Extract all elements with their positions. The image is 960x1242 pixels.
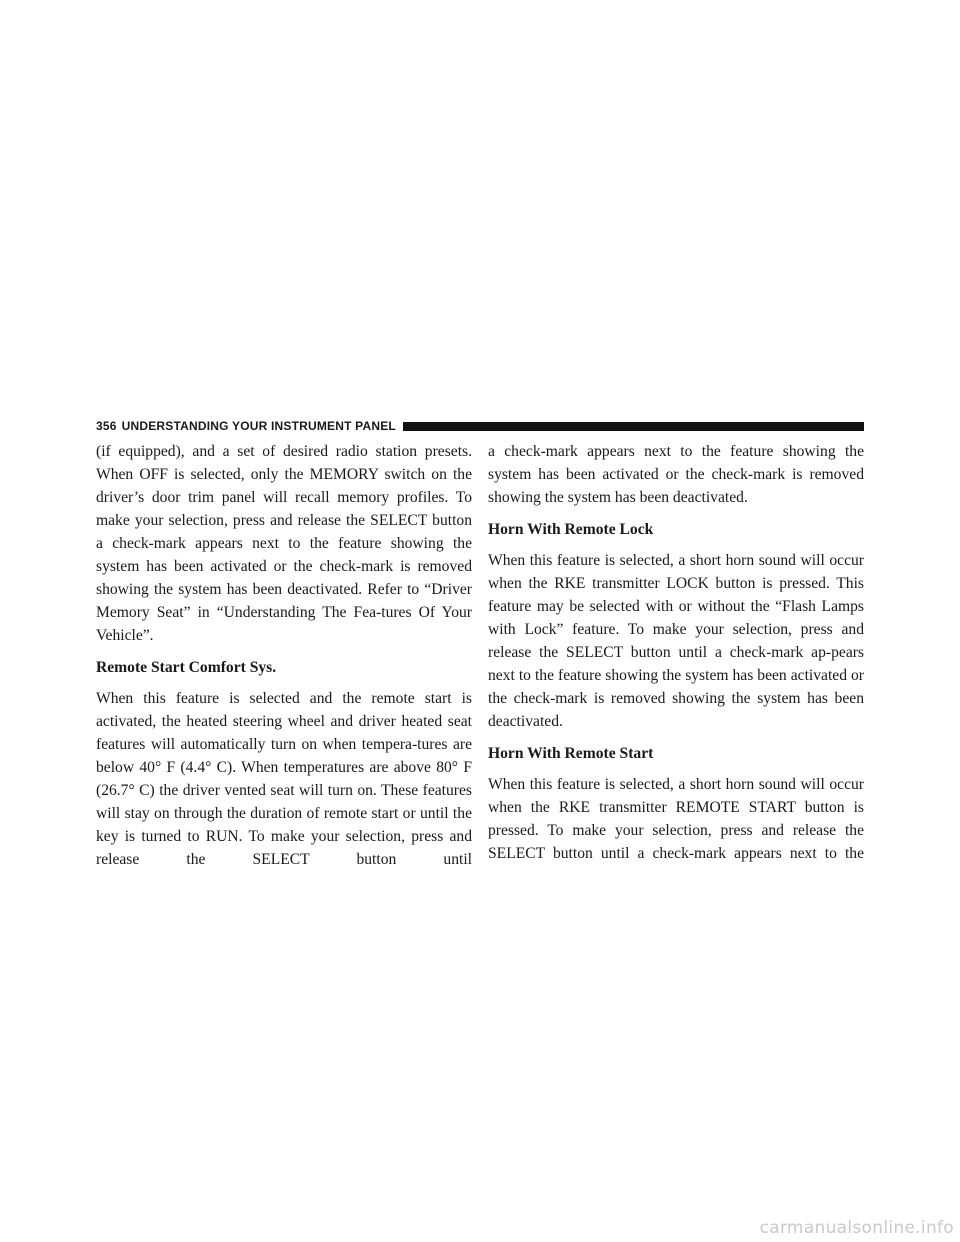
page-number: 356 bbox=[96, 419, 117, 433]
paragraph-memory-continued: (if equipped), and a set of desired radio station presets. When OFF is selected, only the MEMORY switch on the driver’s door trim panel will recall memory profiles. To make your selection, press and release the SELECT button a check-mark appears next to the feature showing the system has been activated or the check-mark is removed showing the system has been deactivated. Refer to “Driver Memory Seat” in “Understanding The Fea-tures Of Your Vehicle”. bbox=[96, 443, 472, 644]
heading-horn-remote-lock: Horn With Remote Lock bbox=[488, 521, 654, 538]
paragraph-remote-start-comfort: When this feature is selected and the remote start is activated, the heated steering wheel and driver heated seat features will automatically turn on when tempera-tures are below 40° F (4.4° C). When temperatures are above 80° F (26.7° C) the driver vented seat will turn on. These features will stay on through the duration of remote start or until the key is turned to RUN. To make your selection, press and release the SELECT button until bbox=[96, 690, 472, 868]
paragraph-horn-remote-start: When this feature is selected, a short horn sound will occur when the RKE transmitter REMOTE START button is pressed. To make your selection, press and release the SELECT button until a check-mark appears next to the bbox=[488, 776, 864, 862]
paragraph-horn-remote-lock: When this feature is selected, a short horn sound will occur when the RKE transmitter LOCK button is pressed. This feature may be selected with or without the “Flash Lamps with Lock” feature. To make your selection, press and release the SELECT button until a check-mark ap-pears next to the feature showing the system has been activated or the check-mark is removed showing the system has been deactivated. bbox=[488, 552, 864, 730]
watermark-text: carmanualsonline.info bbox=[759, 1218, 954, 1238]
left-column bbox=[96, 440, 472, 880]
section-title: UNDERSTANDING YOUR INSTRUMENT PANEL bbox=[121, 419, 396, 433]
header-rule bbox=[403, 422, 864, 431]
right-column bbox=[488, 440, 864, 874]
heading-horn-remote-start: Horn With Remote Start bbox=[488, 745, 654, 762]
heading-remote-start-comfort: Remote Start Comfort Sys. bbox=[96, 659, 277, 676]
paragraph-check-mark-continued: a check-mark appears next to the feature showing the system has been activated or the check-mark is removed showing the system has been deactivated. bbox=[488, 443, 864, 506]
page-header bbox=[96, 418, 864, 434]
